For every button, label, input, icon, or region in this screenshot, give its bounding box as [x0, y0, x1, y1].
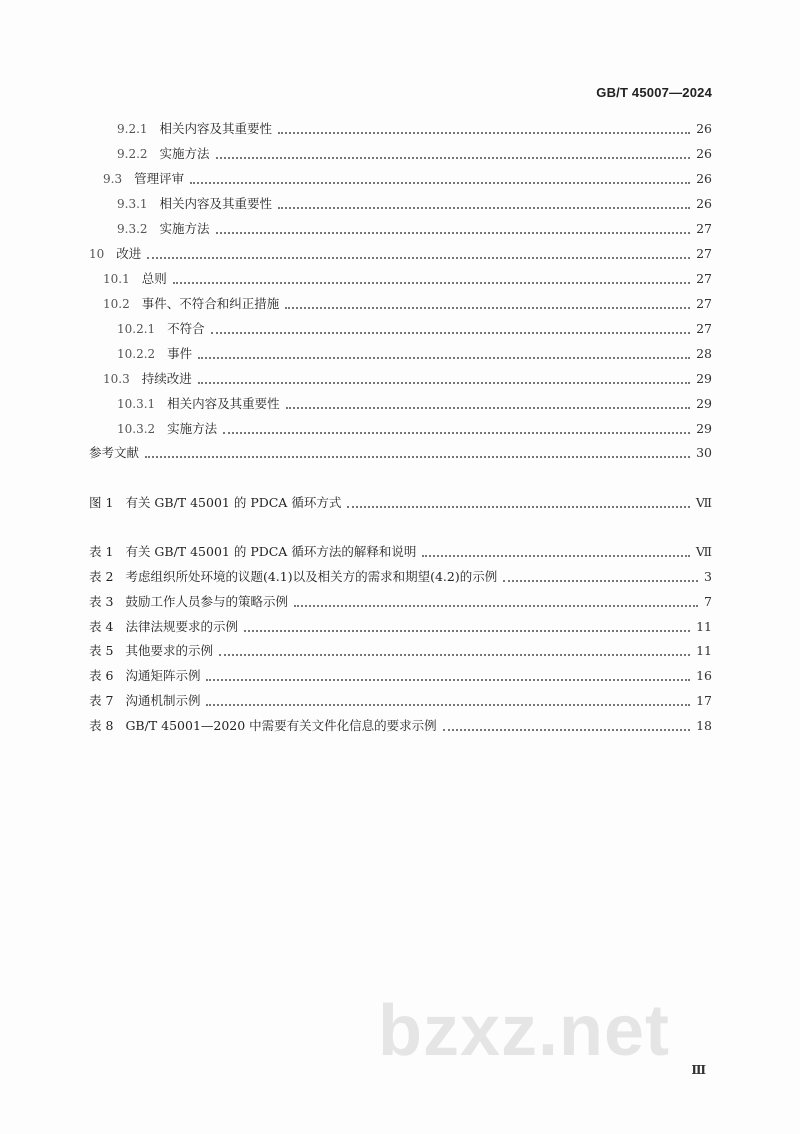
toc-page-number: 27	[696, 321, 712, 336]
toc-title: 总则	[141, 271, 167, 286]
toc-entry-10-3[interactable]	[103, 369, 712, 389]
toc-number: 10.2	[103, 297, 130, 311]
table-entry-6[interactable]	[89, 666, 712, 686]
table-number: 表 2	[89, 569, 114, 584]
toc-entry-9-2-1[interactable]	[117, 119, 712, 139]
toc-number: 10.2.2	[117, 347, 156, 361]
toc-page-number: 30	[696, 445, 712, 460]
site-watermark: bzxz.net	[378, 991, 671, 1071]
toc-number: 10.2.1	[117, 322, 156, 336]
table-number: 表 8	[89, 718, 114, 733]
table-page-number: 18	[696, 718, 712, 733]
table-title: 其他要求的示例	[125, 643, 213, 658]
table-entry-2[interactable]	[89, 567, 712, 587]
table-number: 表 4	[89, 619, 114, 634]
toc-number: 9.2.1	[117, 122, 148, 136]
toc-page-number: 29	[696, 371, 712, 386]
toc-entry-9-2-2[interactable]	[117, 144, 712, 164]
dot-leader	[198, 356, 690, 359]
toc-entry-10-3-1[interactable]	[117, 394, 712, 414]
dot-leader	[147, 256, 690, 259]
toc-entry-9-3-1[interactable]	[117, 194, 712, 214]
table-page-number: 17	[696, 693, 712, 708]
dot-leader	[216, 231, 691, 234]
toc-entry-10-3-2[interactable]	[117, 419, 712, 439]
dot-leader	[286, 406, 690, 409]
standard-code: GB/T 45007—2024	[596, 85, 712, 100]
figure-entry-1[interactable]	[89, 493, 712, 513]
page-number: Ⅲ	[691, 1063, 706, 1077]
table-title: GB/T 45001—2020 中需要有关文件化信息的要求示例	[125, 718, 437, 733]
dot-leader	[145, 455, 690, 458]
figure-number: 图 1	[89, 495, 114, 510]
toc-number: 10.3.1	[117, 397, 156, 411]
dot-leader	[347, 505, 690, 508]
toc-title: 相关内容及其重要性	[167, 396, 280, 411]
dot-leader	[219, 653, 690, 656]
toc-page-number: 27	[696, 221, 712, 236]
dot-leader	[285, 306, 690, 309]
table-number: 表 1	[89, 544, 114, 559]
toc-title: 事件	[167, 346, 193, 361]
toc-number: 9.2.2	[117, 147, 148, 161]
dot-leader	[206, 678, 690, 681]
dot-leader	[211, 331, 690, 334]
toc-title: 实施方法	[159, 146, 210, 161]
toc-page-number: 27	[696, 271, 712, 286]
toc-number: 10	[89, 247, 105, 261]
table-number: 表 7	[89, 693, 114, 708]
toc-title: 参考文献	[89, 445, 140, 460]
dot-leader	[278, 131, 690, 134]
toc-title: 改进	[116, 246, 142, 261]
figure-title: 有关 GB/T 45001 的 PDCA 循环方式	[125, 495, 342, 510]
table-number: 表 3	[89, 594, 114, 609]
table-page-number: 7	[704, 594, 712, 609]
table-entry-7[interactable]	[89, 691, 712, 711]
table-page-number: 11	[696, 619, 712, 634]
toc-page-number: 28	[696, 346, 712, 361]
table-entry-1[interactable]	[89, 542, 712, 562]
dot-leader	[503, 579, 698, 582]
toc-title: 管理评审	[134, 171, 185, 186]
table-page-number: 16	[696, 668, 712, 683]
toc-number: 9.3	[103, 172, 123, 186]
table-page-number: Ⅶ	[695, 544, 712, 559]
toc-entry-10-2[interactable]	[103, 294, 712, 314]
toc-page-number: 26	[696, 146, 712, 161]
table-page-number: 11	[696, 643, 712, 658]
toc-number: 10.1	[103, 272, 130, 286]
table-number: 表 5	[89, 643, 114, 658]
table-page-number: 3	[704, 569, 712, 584]
toc-entry-10-2-1[interactable]	[117, 319, 712, 339]
toc-title: 实施方法	[167, 421, 218, 436]
dot-leader	[190, 181, 690, 184]
table-entry-5[interactable]	[89, 641, 712, 661]
figure-page-number: Ⅶ	[695, 495, 712, 510]
dot-leader	[278, 206, 690, 209]
toc-entry-10-2-2[interactable]	[117, 344, 712, 364]
toc-title: 不符合	[167, 321, 205, 336]
toc-page-number: 26	[696, 121, 712, 136]
dot-leader	[294, 604, 698, 607]
dot-leader	[244, 629, 690, 632]
toc-number: 9.3.2	[117, 222, 148, 236]
dot-leader	[443, 728, 690, 731]
toc-title: 相关内容及其重要性	[159, 121, 273, 136]
table-number: 表 6	[89, 668, 114, 683]
dot-leader	[206, 703, 690, 706]
toc-page-number: 27	[696, 296, 712, 311]
toc-page-number: 29	[696, 396, 712, 411]
toc-number: 10.3	[103, 372, 130, 386]
toc-page-number: 26	[696, 171, 712, 186]
dot-leader	[422, 554, 690, 557]
dot-leader	[198, 381, 690, 384]
toc-entry-9-3-2[interactable]	[117, 219, 712, 239]
toc-title: 持续改进	[141, 371, 192, 386]
table-entry-4[interactable]	[89, 617, 712, 637]
toc-entry-references[interactable]	[89, 443, 712, 463]
table-title: 法律法规要求的示例	[125, 619, 238, 634]
toc-page-number: 27	[696, 246, 712, 261]
toc-title: 实施方法	[159, 221, 210, 236]
table-title: 鼓励工作人员参与的策略示例	[125, 594, 288, 609]
toc-entry-10-1[interactable]	[103, 269, 712, 289]
toc-entry-10[interactable]	[89, 244, 712, 264]
table-title: 沟通机制示例	[125, 693, 201, 708]
table-title: 有关 GB/T 45001 的 PDCA 循环方法的解释和说明	[125, 544, 417, 559]
toc-entry-9-3[interactable]	[103, 169, 712, 189]
table-entry-3[interactable]	[89, 592, 712, 612]
dot-leader	[216, 156, 691, 159]
table-title: 考虑组织所处环境的议题(4.1)以及相关方的需求和期望(4.2)的示例	[125, 569, 498, 584]
toc-page-number: 26	[696, 196, 712, 211]
table-entry-8[interactable]	[89, 716, 712, 736]
dot-leader	[223, 431, 690, 434]
dot-leader	[173, 281, 690, 284]
toc-title: 相关内容及其重要性	[159, 196, 273, 211]
toc-title: 事件、不符合和纠正措施	[141, 296, 280, 311]
table-title: 沟通矩阵示例	[125, 668, 201, 683]
toc-number: 10.3.2	[117, 422, 156, 436]
toc-number: 9.3.1	[117, 197, 148, 211]
toc-page-number: 29	[696, 421, 712, 436]
